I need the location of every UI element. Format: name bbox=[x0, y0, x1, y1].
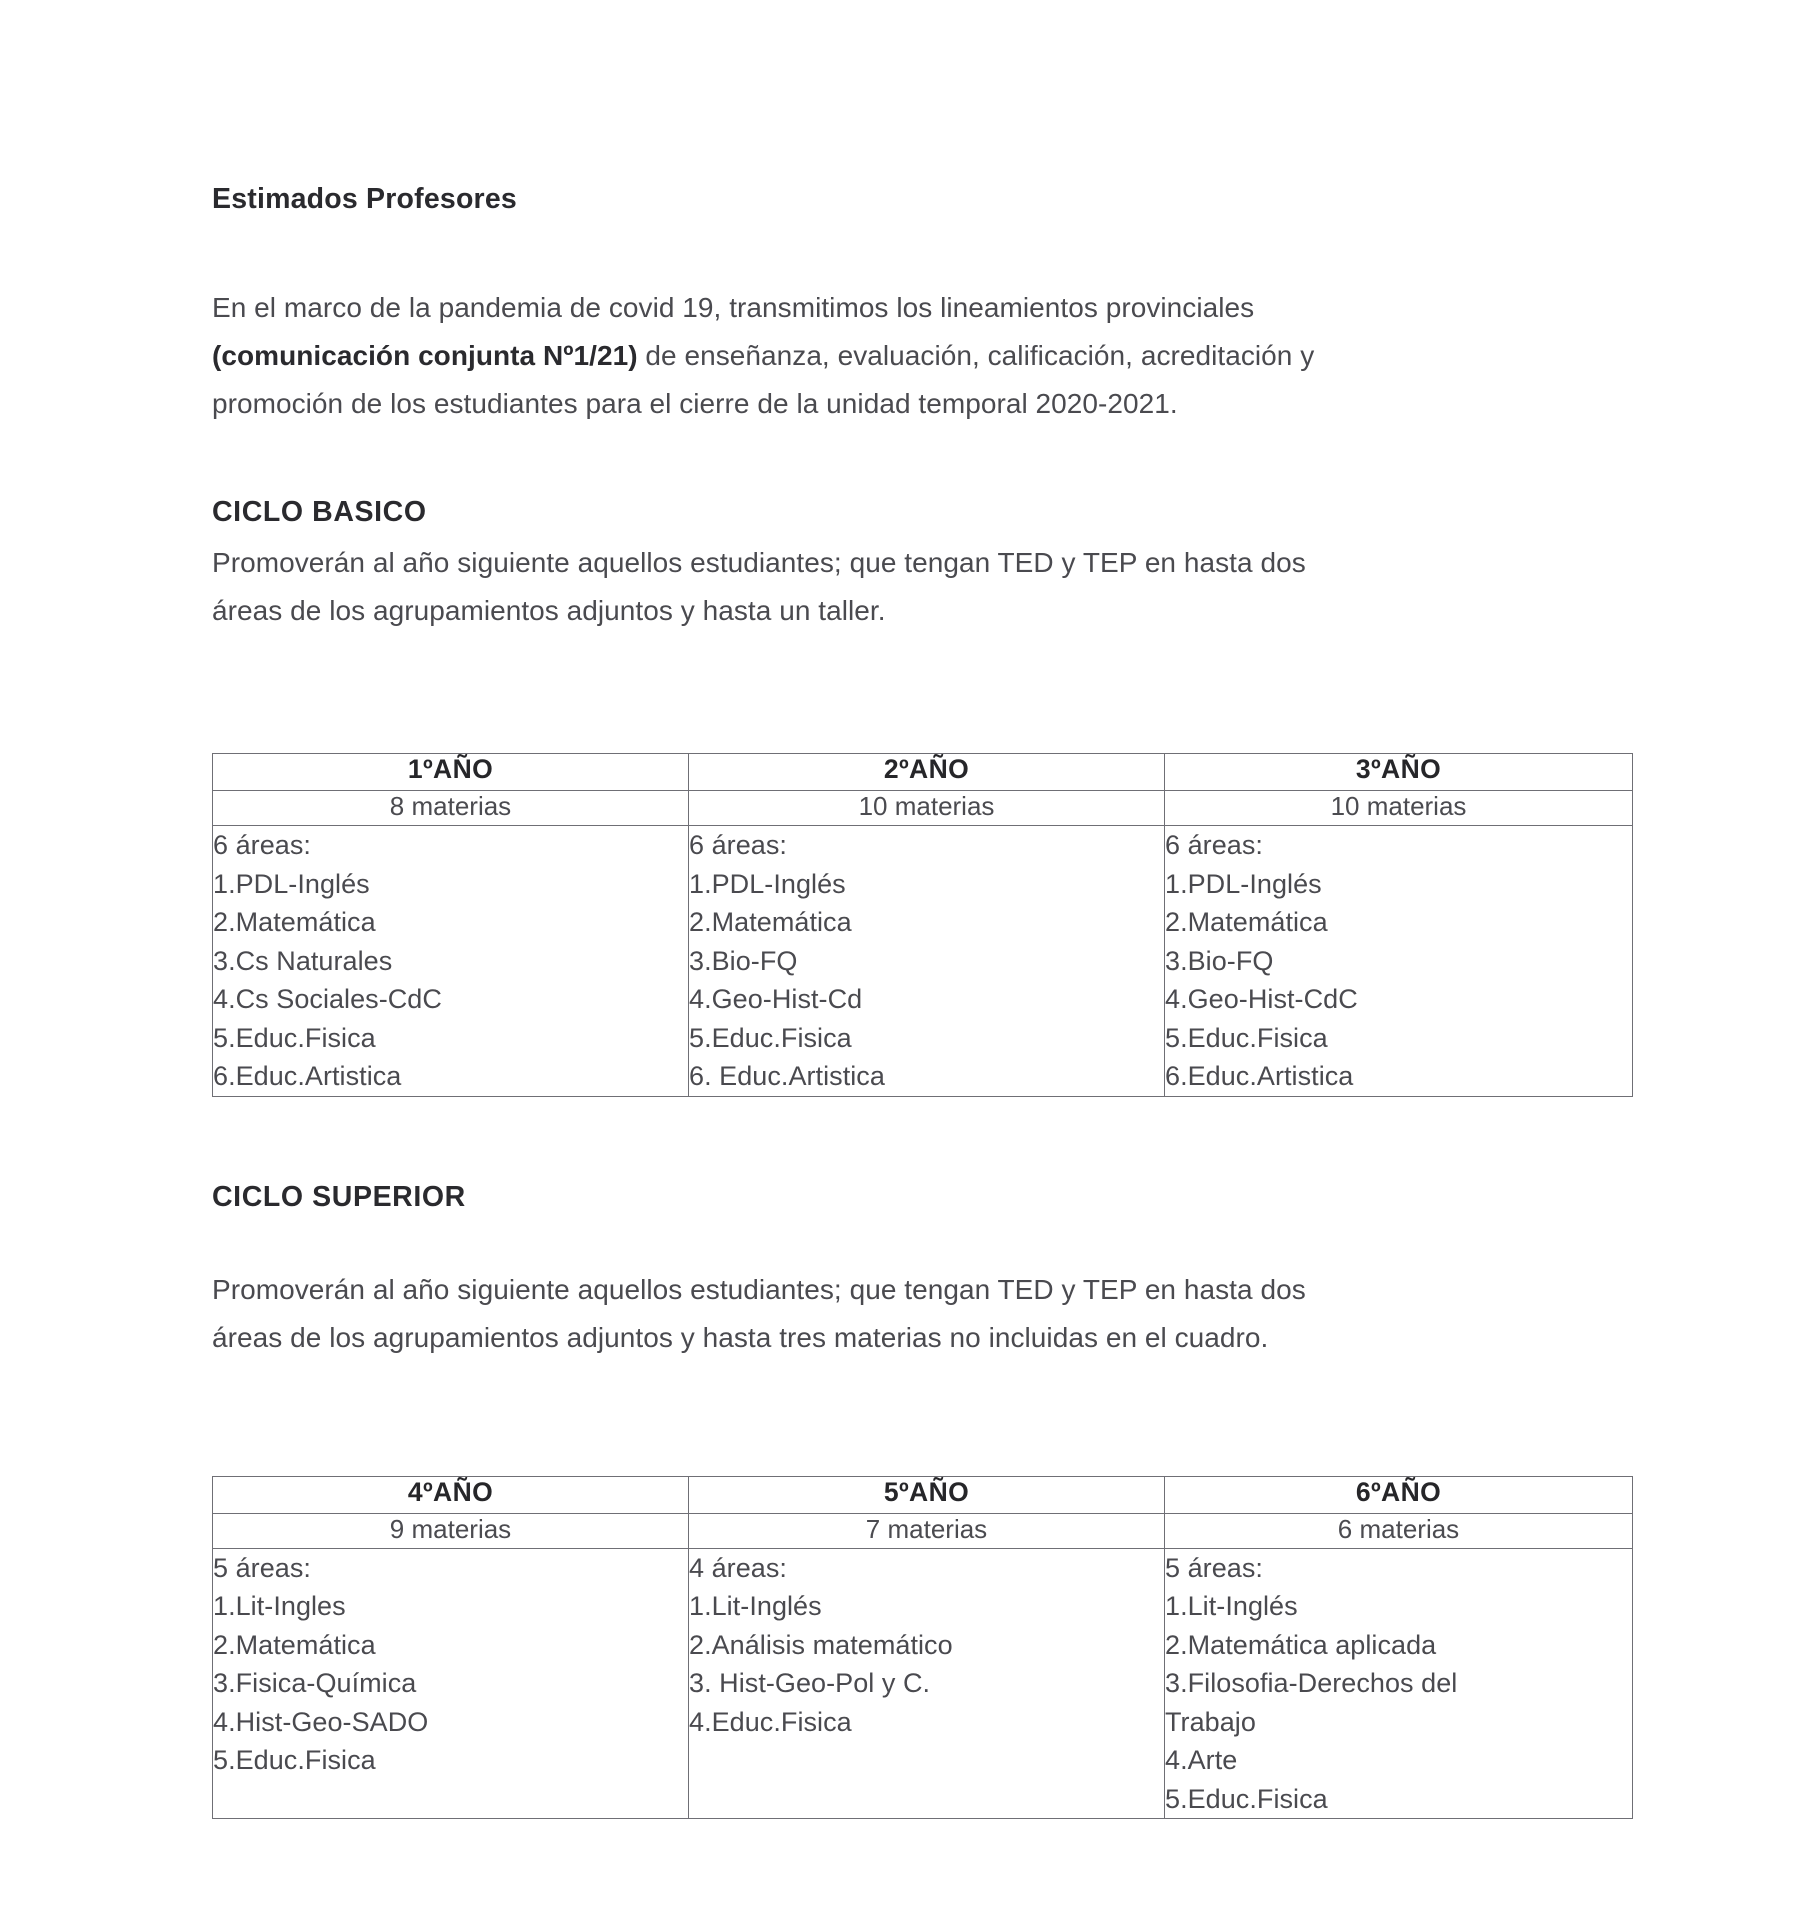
intro-line-1: En el marco de la pandemia de covid 19, transmitimos los lineamientos provinciales bbox=[212, 292, 1255, 324]
areas-list bbox=[213, 1549, 688, 1780]
area-item: 4.Hist-Geo-SADO bbox=[213, 1706, 429, 1737]
areas-cell bbox=[689, 826, 1165, 1097]
ciclo-superior-paragraph-line-1: Promoverán al año siguiente aquellos estudiantes; que tengan TED y TEP en hasta dos bbox=[212, 1273, 1306, 1305]
ciclo-basico-paragraph-line-1: Promoverán al año siguiente aquellos estudiantes; que tengan TED y TEP en hasta dos bbox=[212, 547, 1306, 579]
table-row bbox=[213, 1513, 1633, 1548]
area-item: 1.PDL-Inglés bbox=[213, 868, 370, 899]
area-item: 5.Educ.Fisica bbox=[1165, 1783, 1328, 1814]
areas-list bbox=[1165, 826, 1632, 1096]
table-row bbox=[213, 791, 1633, 826]
area-item: 3.Bio-FQ bbox=[689, 945, 798, 976]
area-item: 1.PDL-Inglés bbox=[1165, 868, 1322, 899]
area-item: 1.Lit-Inglés bbox=[689, 1591, 822, 1622]
area-item: 4.Geo-Hist-Cd bbox=[689, 984, 863, 1015]
ciclo-basico-table bbox=[212, 753, 1633, 1097]
area-item: 4.Geo-Hist-CdC bbox=[1165, 984, 1358, 1015]
ciclo-superior-table-wrap bbox=[212, 1476, 1632, 1820]
areas-list bbox=[1165, 1549, 1632, 1819]
area-item: 3.Filosofia-Derechos del bbox=[1165, 1668, 1458, 1699]
areas-list bbox=[213, 826, 688, 1096]
area-item: 6. Educ.Artistica bbox=[689, 1061, 885, 1092]
areas-summary: 6 áreas: bbox=[213, 830, 311, 861]
ciclo-superior-paragraph-line-2: áreas de los agrupamientos adjuntos y hasta tres materias no incluidas en el cuadro. bbox=[212, 1321, 1269, 1353]
area-item: 2.Matemática bbox=[1165, 907, 1328, 938]
areas-cell bbox=[1165, 1548, 1633, 1819]
area-item: 2.Matemática bbox=[213, 907, 376, 938]
materias-count-cell: 7 materias bbox=[689, 1513, 1165, 1548]
areas-summary: 6 áreas: bbox=[689, 830, 787, 861]
area-item: 4.Cs Sociales-CdC bbox=[213, 984, 442, 1015]
area-item: 3.Cs Naturales bbox=[213, 945, 393, 976]
area-item: 5.Educ.Fisica bbox=[213, 1022, 376, 1053]
area-item: 6.Educ.Artistica bbox=[1165, 1061, 1354, 1092]
area-item: 4.Educ.Fisica bbox=[689, 1706, 852, 1737]
area-item: 2.Matemática bbox=[689, 907, 852, 938]
ciclo-basico-title: CICLO BASICO bbox=[212, 496, 427, 529]
area-item: 1.PDL-Inglés bbox=[689, 868, 846, 899]
materias-count-cell: 8 materias bbox=[213, 791, 689, 826]
intro-paragraph bbox=[212, 284, 1632, 428]
areas-summary: 4 áreas: bbox=[689, 1552, 787, 1583]
areas-summary: 5 áreas: bbox=[1165, 1552, 1263, 1583]
area-item: 5.Educ.Fisica bbox=[213, 1745, 376, 1776]
table-header-cell: 3ºAÑO bbox=[1165, 754, 1633, 791]
ciclo-basico-table-wrap bbox=[212, 753, 1632, 1097]
ciclo-basico-paragraph-line-2: áreas de los agrupamientos adjuntos y hasta un taller. bbox=[212, 595, 886, 627]
areas-list bbox=[689, 1549, 1164, 1742]
intro-bold-phrase: (comunicación conjunta Nº1/21) bbox=[212, 340, 638, 372]
materias-count-cell: 9 materias bbox=[213, 1513, 689, 1548]
area-item: 2.Matemática bbox=[213, 1629, 376, 1660]
area-item: 5.Educ.Fisica bbox=[689, 1022, 852, 1053]
areas-summary: 5 áreas: bbox=[213, 1552, 311, 1583]
document-content bbox=[212, 182, 1632, 1819]
area-item: 6.Educ.Artistica bbox=[213, 1061, 402, 1092]
ciclo-superior-title: CICLO SUPERIOR bbox=[212, 1180, 466, 1213]
area-item: 3. Hist-Geo-Pol y C. bbox=[689, 1668, 931, 1699]
area-item: 2.Matemática aplicada bbox=[1165, 1629, 1437, 1660]
greeting-heading: Estimados Profesores bbox=[212, 183, 517, 215]
table-header-cell: 2ºAÑO bbox=[689, 754, 1165, 791]
area-item: 1.Lit-Inglés bbox=[1165, 1591, 1298, 1622]
area-item: 1.Lit-Ingles bbox=[213, 1591, 346, 1622]
intro-line-3: promoción de los estudiantes para el cierre de la unidad temporal 2020-2021. bbox=[212, 388, 1178, 420]
area-item: 2.Análisis matemático bbox=[689, 1629, 953, 1660]
areas-summary: 6 áreas: bbox=[1165, 830, 1263, 861]
area-item: 4.Arte bbox=[1165, 1745, 1238, 1776]
table-header-cell: 5ºAÑO bbox=[689, 1476, 1165, 1513]
area-item: Trabajo bbox=[1165, 1706, 1256, 1737]
table-header-row bbox=[213, 1476, 1633, 1513]
table-row bbox=[213, 826, 1633, 1097]
areas-cell bbox=[689, 1548, 1165, 1819]
areas-cell bbox=[213, 1548, 689, 1819]
table-header-cell: 6ºAÑO bbox=[1165, 1476, 1633, 1513]
materias-count-cell: 6 materias bbox=[1165, 1513, 1633, 1548]
table-header-row bbox=[213, 754, 1633, 791]
table-header-cell: 4ºAÑO bbox=[213, 1476, 689, 1513]
table-row bbox=[213, 1548, 1633, 1819]
intro-line-2-rest: de enseñanza, evaluación, calificación, acreditación y bbox=[637, 340, 1315, 372]
ciclo-basico-paragraph bbox=[212, 539, 1632, 635]
areas-cell bbox=[213, 826, 689, 1097]
materias-count-cell: 10 materias bbox=[689, 791, 1165, 826]
areas-list bbox=[689, 826, 1164, 1096]
ciclo-superior-table bbox=[212, 1476, 1633, 1820]
table-header-cell: 1ºAÑO bbox=[213, 754, 689, 791]
ciclo-superior-paragraph bbox=[212, 1266, 1632, 1362]
area-item: 5.Educ.Fisica bbox=[1165, 1022, 1328, 1053]
area-item: 3.Bio-FQ bbox=[1165, 945, 1274, 976]
areas-cell bbox=[1165, 826, 1633, 1097]
materias-count-cell: 10 materias bbox=[1165, 791, 1633, 826]
area-item: 3.Fisica-Química bbox=[213, 1668, 417, 1699]
